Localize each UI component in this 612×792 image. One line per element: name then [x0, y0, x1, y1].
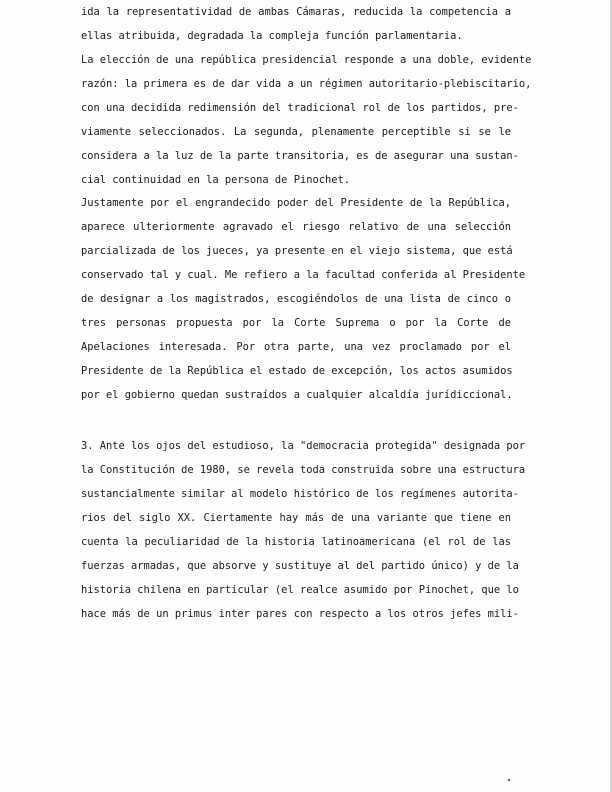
text-line: historia chilena en particular (el realce asumido por Pinochet, que lo: [81, 584, 519, 596]
text-line: considera a la luz de la parte transitoria, es de asegurar una sustan-: [81, 150, 519, 162]
text-line: viamente seleccionados. La segunda, plenamente perceptible si se le: [81, 126, 511, 138]
text-line: Apelaciones interesada. Por otra parte, una vez proclamado por el: [81, 341, 511, 353]
text-line: cial continuidad en la persona de Pinochet.: [81, 174, 350, 186]
text-line: La elección de una república presidencial responde a una doble, evidente: [81, 54, 532, 66]
text-line: ellas atribuida, degradada la compleja función parlamentaria.: [81, 30, 463, 42]
text-line: con una decidida redimensión del tradicional rol de los partidos, pre-: [81, 102, 519, 114]
text-line: sustancialmente similar al modelo histórico de los regímenes autorita-: [81, 488, 519, 500]
text-line: 3. Ante los ojos del estudioso, la "democracia protegida" designada por: [81, 440, 526, 452]
text-line: parcializada de los jueces, ya presente en el viejo sistema, que está: [81, 245, 513, 257]
text-line: aparece ulteriormente agravado el riesgo relativo de una selección: [81, 221, 511, 233]
text-line: fuerzas armadas, que absorve y sustituye al del partido único) y de la: [81, 560, 519, 572]
text-line: hace más de un primus inter pares con respecto a los otros jefes mili-: [81, 608, 519, 620]
text-line: ida la representatividad de ambas Cámaras, reducida la competencia a: [81, 6, 511, 18]
text-line: razón: la primera es de dar vida a un régimen autoritario-plebiscitario,: [81, 78, 532, 90]
text-line: tres personas propuesta por la Corte Suprema o por la Corte de: [81, 317, 511, 329]
scan-speck: [508, 779, 510, 781]
text-line: la Constitución de 1980, se revela toda construida sobre una estructura: [81, 464, 526, 476]
text-line: conservado tal y cual. Me refiero a la facultad conferida al Presidente: [81, 269, 526, 281]
text-line: rios del siglo XX. Ciertamente hay más de una variante que tiene en: [81, 512, 511, 524]
text-line: Justamente por el engrandecido poder del Presidente de la República,: [81, 197, 511, 209]
text-line: Presidente de la República el estado de excepción, los actos asumidos: [81, 365, 513, 377]
text-line: de designar a los magistrados, escogiéndolos de una lista de cinco o: [81, 293, 511, 305]
text-line: por el gobierno quedan sustraídos a cualquier alcaldía jurídiccional.: [81, 389, 513, 401]
text-line: cuenta la peculiaridad de la historia latinoamericana (el rol de las: [81, 536, 511, 548]
